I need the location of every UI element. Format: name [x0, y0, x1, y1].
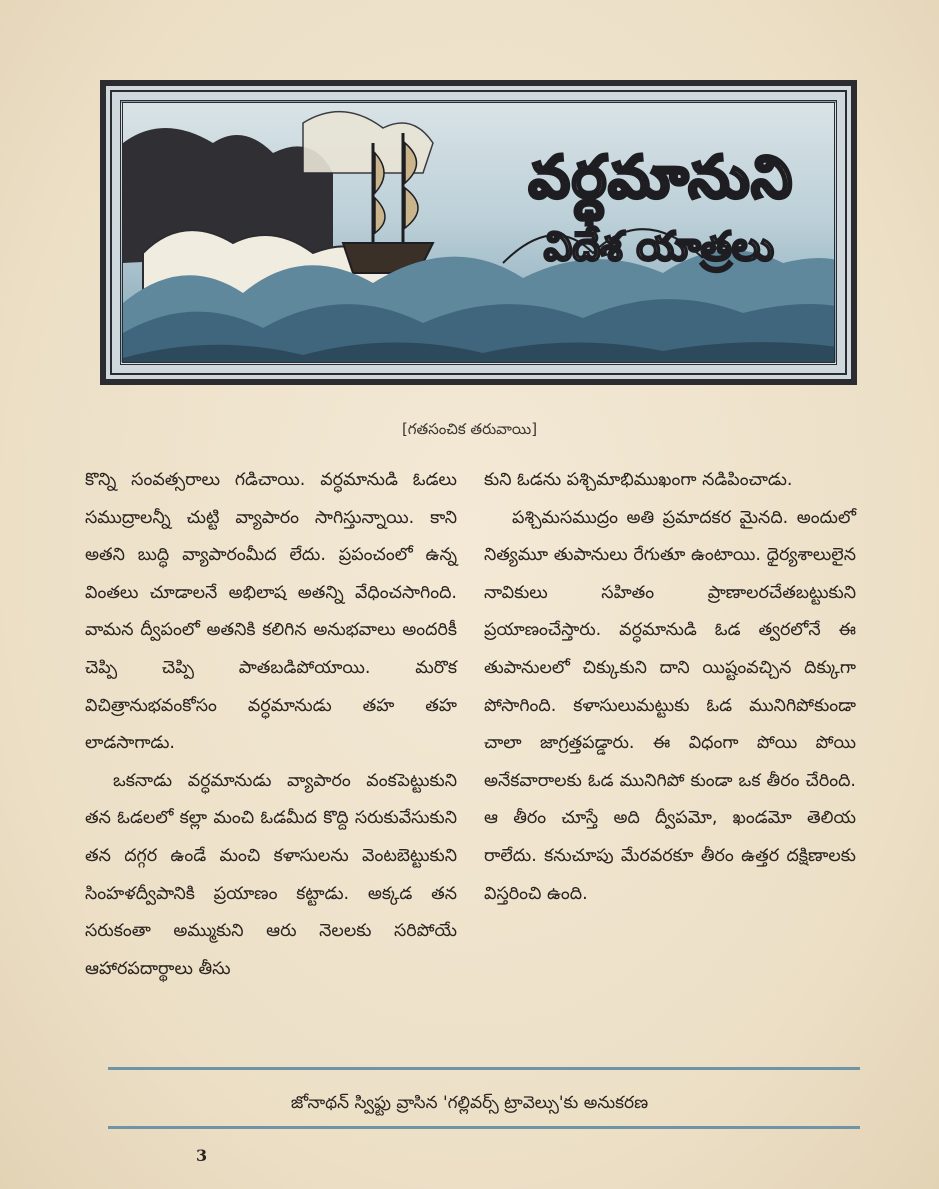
- footer-note: జోనాథన్ స్విఫ్టు వ్రాసిన 'గల్లివర్స్ ట్రావెల్సు'కు అనుకరణ: [290, 1093, 649, 1113]
- paragraph: కుని ఓడను పశ్చిమాభిముఖంగా నడిపించాడు.: [484, 470, 793, 490]
- paragraph: పశ్చిమసముద్రం అతి ప్రమాదకర మైనది. అందులో నిత్యమూ తుపానులు రేగుతూ ఉంటాయి. ధైర్యశాలులైన నావికులు సహితం ప్రాణాలరచేతబట్టుకుని ప్రయాణంచేస్తారు. వర్ధమానుడి ఓడ త్వరలోనే ఈ తుపానులలో చిక్కుకుని దాని యిష్టంవచ్చిన దిక్కుగా పోసాగింది. కళాసులుమట్టుకు ఓడ మునిగిపోకుండా చాలా జాగ్రత్తపడ్డారు. ఈ విధంగా పోయి పోయి అనేకవారాలకు ఓడ మునిగిపో కుండా ఒక తీరం చేరింది. ఆ తీరం చూస్తే అది ద్వీపమో, ఖండమో తెలియ రాలేదు. కనుచూపు మేరవరకూ తీరం ఉత్తర దక్షిణాలకు విస్తరించి ఉంది.: [484, 507, 856, 904]
- paragraph: ఒకనాడు వర్ధమానుడు వ్యాపారం వంకపెట్టుకుని తన ఓడలలో కల్లా మంచి ఓడమీద కొద్ది సరుకువేసుకుని తన దగ్గర ఉండే మంచి కళాసులను వెంటబెట్టుకుని సింహళద్వీపానికి ప్రయాణం కట్టాడు. అక్కడ తన సరుకంతా అమ్ముకుని ఆరు నెలలకు సరిపోయే ఆహారపదార్థాలు తీసు: [85, 770, 457, 979]
- footer-divider-top: [108, 1067, 860, 1070]
- title-banner: [100, 80, 857, 385]
- page-number: 3: [196, 1146, 208, 1165]
- continued-label: [గతసంచిక తరువాయి]: [401, 420, 538, 438]
- left-column: [85, 462, 457, 988]
- banner-subtitle: విదేశ యాత్రలు: [543, 223, 774, 270]
- paragraph: కొన్ని సంవత్సరాలు గడిచాయి. వర్ధమానుడి ఓడలు సముద్రాలన్నీ చుట్టి వ్యాపారం సాగిస్తున్నాయి. కాని అతని బుద్ధి వ్యాపారంమీద లేదు. ప్రపంచంలో ఉన్న వింతలు చూడాలనే అభిలాష అతన్ని వేధించసాగింది. వామన ద్వీపంలో అతనికి కలిగిన అనుభవాలు అందరికీ చెప్పి చెప్పి పాతబడిపోయాయి. మరొక విచిత్రానుభవంకోసం వర్ధమానుడు తహ తహ లాడసాగాడు.: [85, 470, 457, 754]
- banner-illustration: [120, 100, 837, 365]
- footer-divider-bottom: [108, 1126, 860, 1129]
- right-column: [484, 462, 856, 913]
- banner-title: వర్ధమానుని: [528, 143, 794, 211]
